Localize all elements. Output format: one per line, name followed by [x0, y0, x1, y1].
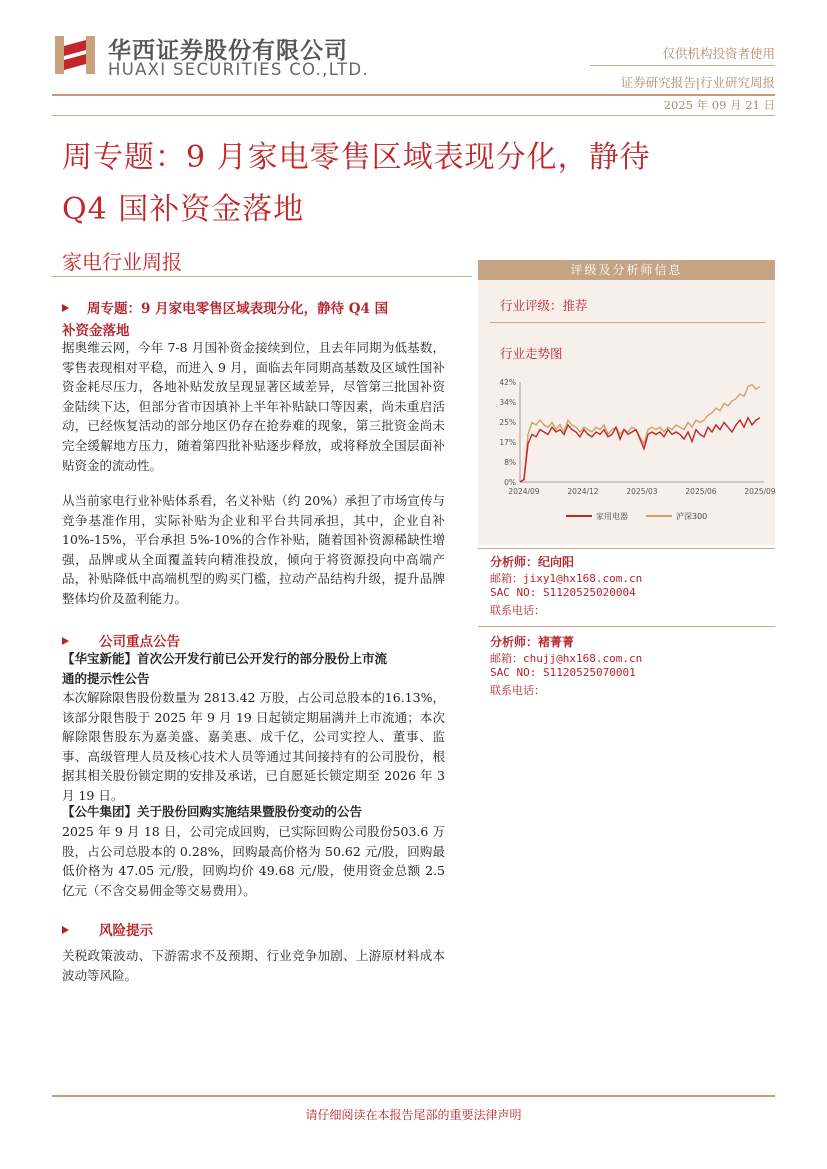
footer-divider	[52, 1095, 775, 1097]
rating-divider	[490, 322, 765, 323]
analyst-2-name: 分析师：褚菁菁	[490, 635, 575, 649]
chart-x-tick-label: 2025/09	[744, 487, 776, 496]
report-category: 证券研究报告|行业研究周报	[620, 75, 775, 90]
bullet-triangle-icon	[62, 304, 69, 312]
chart-y-ticks	[499, 378, 516, 487]
sidebar-header: 评级及分析师信息	[478, 260, 775, 280]
chart-x-ticks	[508, 487, 775, 496]
chart-x-tick-label: 2025/03	[626, 487, 658, 496]
chart-lines	[520, 384, 760, 482]
report-subtitle: 家电行业周报	[62, 250, 182, 274]
analyst-1-phone: 联系电话：	[490, 604, 545, 617]
audience-note: 仅供机构投资者使用	[662, 46, 775, 61]
legal-notice: 请仔细阅读在本报告尾部的重要法律声明	[305, 1108, 522, 1122]
chart-x-tick-label: 2025/06	[685, 487, 717, 496]
topic-heading-cont: 补资金落地	[62, 323, 130, 339]
chart-y-tick-label: 0%	[504, 478, 516, 487]
announcement-1-title: 【华宝新能】首次公开发行前已公开发行的部分股份上市流 通的提示性公告	[62, 651, 388, 686]
topic-paragraph-2: 从当前家电行业补贴体系看，名义补贴（约 20%）承担了市场宣传与竞争基准作用，实际补贴为企业和平台共同承担，其中，企业自补 10%-15%，平台承担 5%-10%的合作补贴，随着国补资源稀缺性增强，品牌或从全面覆盖转向精准投放，倾向于将资源投向中高端产品，补贴降低中高端机型的购买门槛，拉动产品结构升级，提升品牌整体均价及盈利能力。	[62, 493, 445, 606]
analyst-1-email: 邮箱：jixy1@hx168.com.cn	[490, 572, 643, 585]
topic-paragraph-1: 据奥维云网，今年 7-8 月国补资金接续到位，且去年同期为低基数，零售表现相对平稳，而进入 9 月，面临去年同期高基数及区域性国补资金耗尽压力，各地补贴发放呈现显著区域差异，尽管第三批国补资金陆续下达，但部分省市因填补上半年补贴缺口等因素，尚未重启活动，已经恢复活动的部分地区仍存在抢券难的现象，第三批资金尚未完全缓解地方压力，随着第四批补贴逐步释放，或将释放全国层面补贴资金的流动性。	[62, 340, 445, 473]
analyst-1-sac: SAC NO: S1120525020004	[490, 586, 636, 599]
report-date: 2025 年 09 月 21 日	[663, 98, 775, 112]
chart-x-tick-label: 2024/09	[508, 487, 540, 496]
chart-x-tick-label: 2024/12	[567, 487, 599, 496]
risk-body: 关税政策波动、下游需求不及预期、行业竞争加剧、上游原材料成本波动等风险。	[62, 948, 445, 983]
industry-trend-chart	[486, 370, 776, 540]
header-divider-3	[52, 115, 775, 116]
analyst-2-sac: SAC NO: S1120525070001	[490, 666, 636, 679]
risk-heading: 风险提示	[62, 919, 153, 939]
analyst-2-phone: 联系电话：	[490, 684, 545, 697]
announcements-heading: 公司重点公告	[62, 630, 180, 650]
chart-legend-label: 家用电器	[596, 512, 628, 521]
chart-y-tick-label: 17%	[499, 438, 516, 447]
chart-series-line-0	[520, 418, 760, 482]
chart-y-tick-label: 42%	[499, 378, 516, 387]
analyst-1-name: 分析师：纪向阳	[490, 555, 575, 569]
chart-legend-label: 沪深300	[676, 512, 708, 521]
header-divider-2	[52, 94, 775, 96]
bullet-triangle-icon	[62, 637, 69, 645]
industry-rating: 行业评级：推荐	[500, 298, 588, 313]
header-divider-1	[590, 65, 775, 66]
analyst-2-email: 邮箱：chujj@hx168.com.cn	[490, 652, 643, 665]
analyst-divider-1	[478, 548, 775, 549]
chart-series-line-1	[520, 384, 760, 482]
chart-y-tick-label: 25%	[499, 418, 516, 427]
company-name-en: HUAXI SECURITIES CO.,LTD.	[108, 60, 369, 79]
announcement-2-title: 【公牛集团】关于股份回购实施结果暨股份变动的公告	[62, 804, 363, 819]
report-title-line2: Q4 国补资金落地	[62, 192, 305, 227]
chart-label: 行业走势图	[500, 346, 563, 361]
chart-legend	[566, 511, 707, 521]
company-name-cn: 华西证券股份有限公司	[108, 38, 348, 64]
announcement-2-body: 2025 年 9 月 18 日，公司完成回购，已实际回购公司股份503.6 万股，占公司总股本的 0.28%，回购最高价格为 50.62 元/股，回购最低价格为 47.05 元/股，回购均价 49.68 元/股，使用资金总额 2.5 亿元（不含交易佣金等交易费用）。	[62, 824, 445, 898]
chart-y-tick-label: 34%	[499, 398, 516, 407]
subtitle-divider	[52, 276, 472, 277]
topic-heading: 周专题：9 月家电零售区域表现分化，静待 Q4 国	[62, 297, 388, 317]
huaxi-logo-icon	[52, 32, 98, 78]
report-title-line1: 周专题：9 月家电零售区域表现分化，静待	[62, 140, 651, 175]
announcement-1-body: 本次解除限售股份数量为 2813.42 万股，占公司总股本的16.13%，该部分限售股于 2025 年 9 月 19 日起锁定期届满并上市流通；本次解除限售股东为嘉美盛、嘉美惠、成千亿，公司实控人、董事、监事、高级管理人员及核心技术人员等通过其间接持有的公司股份，根据其相关股份锁定期的安排及承诺，已自愿延长锁定期至 2026 年 3 月 19 日。	[62, 690, 445, 803]
analyst-divider-2	[478, 626, 775, 627]
bullet-triangle-icon	[62, 926, 69, 934]
chart-y-tick-label: 8%	[504, 458, 516, 467]
